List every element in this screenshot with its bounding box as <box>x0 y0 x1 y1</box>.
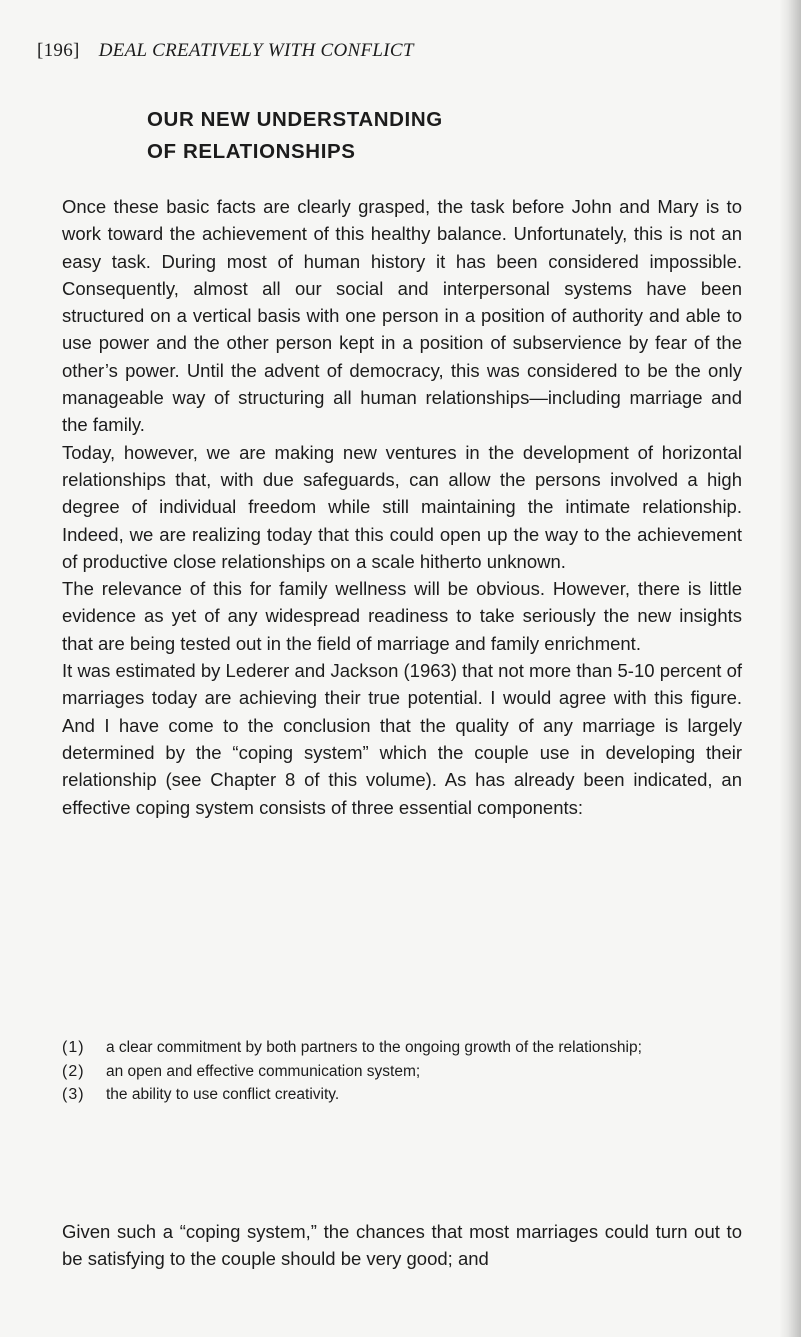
component-list <box>62 1036 742 1107</box>
list-number: (3) <box>62 1086 85 1103</box>
list-number: (1) <box>62 1039 85 1056</box>
paragraph: Once these basic facts are clearly grasped, the task before John and Mary is to work toward the achievement of this healthy balance. Unfortunately, this is not an easy task. During most of human history it has been considered impossible. Consequently, almost all our social and interpersonal systems have been structured on a vertical basis with one person in a position of authority and able to use power and the other person kept in a position of subservience by fear of the other’s power. Until the advent of democracy, this was considered to be the only manageable way of structuring all human relationships—including marriage and the family. <box>62 196 742 436</box>
list-item <box>62 1083 742 1107</box>
closing-paragraph: Given such a “coping system,” the chances that most marriages could turn out to be satisfying to the couple should be very good; and <box>62 1221 742 1270</box>
page-number: [196] <box>37 40 80 61</box>
running-head <box>37 40 414 62</box>
paragraph: The relevance of this for family wellness will be obvious. However, there is little evidence as yet of any widespread readiness to take seriously the new insights that are being tested out in the field of marriage and family enrichment. <box>62 578 742 654</box>
list-number: (2) <box>62 1062 85 1080</box>
list-text: an open and effective communication system; <box>106 1062 421 1080</box>
section-title-line-2: OF RELATIONSHIPS <box>147 140 356 163</box>
section-title-line-1: OUR NEW UNDERSTANDING <box>147 108 443 131</box>
body-text <box>62 193 742 821</box>
page-edge-shadow <box>779 0 801 1337</box>
list-text: the ability to use conflict creativity. <box>106 1086 340 1103</box>
list-text: a clear commitment by both partners to the ongoing growth of the relationship; <box>106 1039 642 1056</box>
paragraph: It was estimated by Lederer and Jackson (1963) that not more than 5-10 percent of marriages today are achieving their true potential. I would agree with this figure. And I have come to the conclusion that the quality of any marriage is largely determined by the “coping system” which the couple use in developing their relationship (see Chapter 8 of this volume). As has already been indicated, an effective coping system consists of three essential components: <box>62 660 742 818</box>
paragraph: Today, however, we are making new ventures in the development of horizontal relationships that, with due safeguards, can allow the persons involved a high degree of individual freedom while still maintaining the intimate relationship. Indeed, we are realizing today that this could open up the way to the achievement of productive close relationships on a scale hitherto unknown. <box>62 441 742 572</box>
list-item <box>62 1060 742 1084</box>
section-title <box>147 104 443 168</box>
closing-paragraph-block <box>62 1218 742 1273</box>
running-head-title: DEAL CREATIVELY WITH CONFLICT <box>98 40 414 61</box>
list-item <box>62 1036 742 1060</box>
